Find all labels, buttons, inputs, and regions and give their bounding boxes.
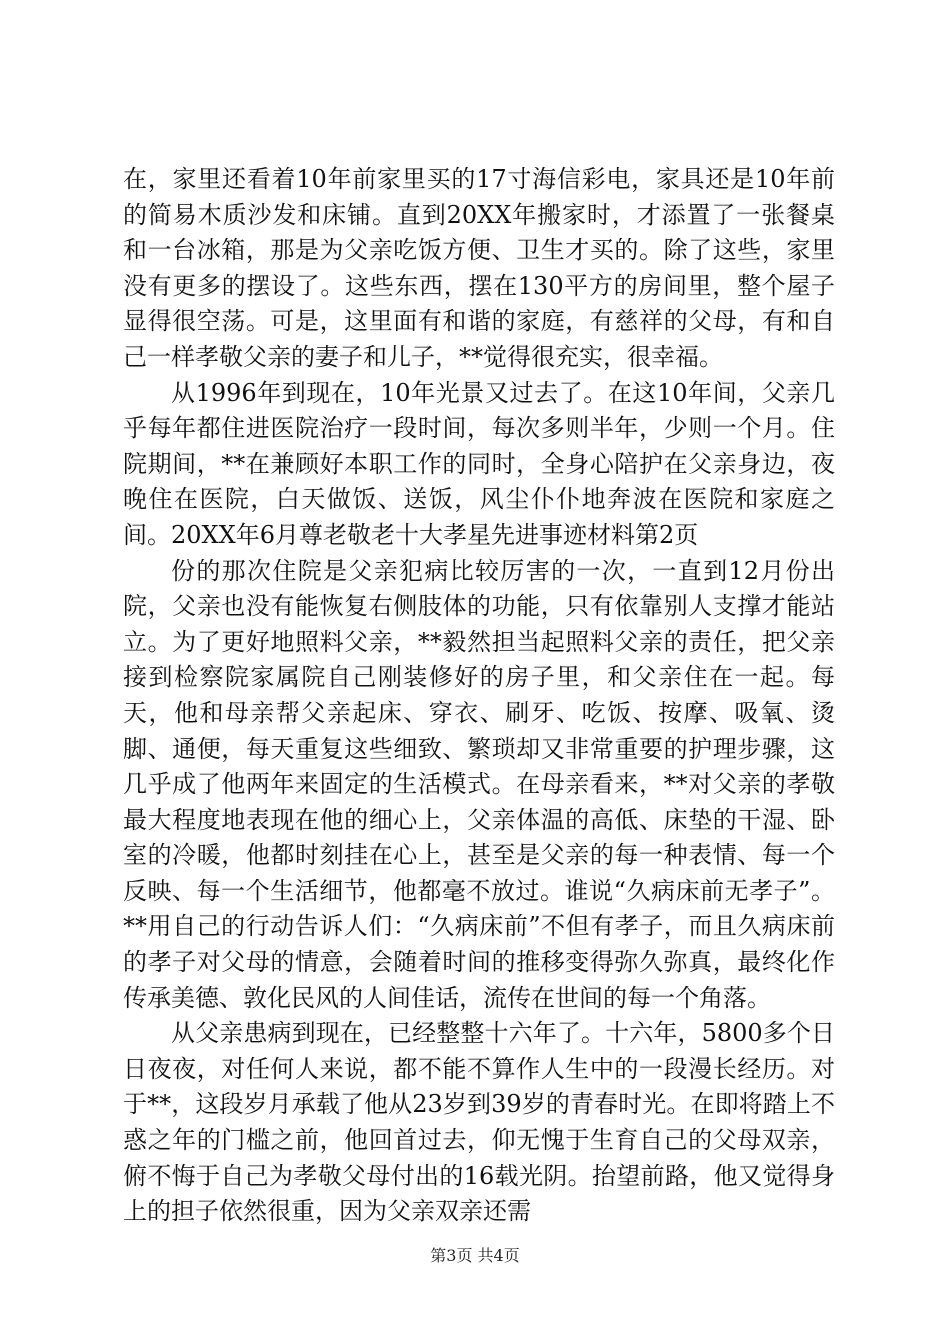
paragraph-2: 从1996年到现在，10年光景又过去了。在这10年间，父亲几乎每年都住进医院治疗一段时间，每次多则半年，少则一个月。住院期间，**在兼顾好本职工作的同时，全身心陪护在父亲身边，夜晚住在医院，白天做饭、送饭，风尘仆仆地奔波在医院和家庭之间。20XX年6月尊老敬老十大孝星先进事迹材料第2页 — [123, 378, 835, 549]
page-footer: 第3页 共4页 — [430, 1246, 520, 1265]
document-body — [123, 162, 835, 1230]
paragraph-4: 从父亲患病到现在，已经整整十六年了。十六年，5800多个日日夜夜，对任何人来说，都不能不算作人生中的一段漫长经历。对于**，这段岁月承载了他从23岁到39岁的青春时光。在即将踏上不惑之年的门槛之前，他回首过去，仰无愧于生育自己的父母双亲，俯不悔于自己为孝敬父母付出的16载光阴。抬望前路，他又觉得身上的担子依然很重，因为父亲双亲还需 — [123, 1019, 835, 1226]
paragraph-1: 在，家里还看着10年前家里买的17寸海信彩电，家具还是10年前的简易木质沙发和床铺。直到20XX年搬家时，才添置了一张餐桌和一台冰箱，那是为父亲吃饭方便、卫生才买的。除了这些，家里没有更多的摆设了。这些东西，摆在130平方的房间里，整个屋子显得很空荡。可是，这里面有和谐的家庭，有慈祥的父母，有和自己一样孝敬父亲的妻子和儿子，**觉得很充实，很幸福。 — [123, 165, 835, 371]
paragraph-3: 份的那次住院是父亲犯病比较厉害的一次，一直到12月份出院，父亲也没有能恢复右侧肢体的功能，只有依靠别人支撑才能站立。为了更好地照料父亲，**毅然担当起照料父亲的责任，把父亲接到检察院家属院自己刚装修好的房子里，和父亲住在一起。每天，他和母亲帮父亲起床、穿衣、刷牙、吃饭、按摩、吸氧、烫脚、通便，每天重复这些细致、繁琐却又非常重要的护理步骤，这几乎成了他两年来固定的生活模式。在母亲看来，**对父亲的孝敬最大程度地表现在他的细心上，父亲体温的高低、床垫的干湿、卧室的冷暖，他都时刻挂在心上，甚至是父亲的每一种表情、每一个反映、每一个生活细节，他都毫不放过。谁说“久病床前无孝子”。**用自己的行动告诉人们：“久病床前”不但有孝子，而且久病床前的孝子对父母的情意，会随着时间的推移变得弥久弥真，最终化作传承美德、敦化民风的人间佳话，流传在世间的每一个角落。 — [123, 556, 835, 1012]
